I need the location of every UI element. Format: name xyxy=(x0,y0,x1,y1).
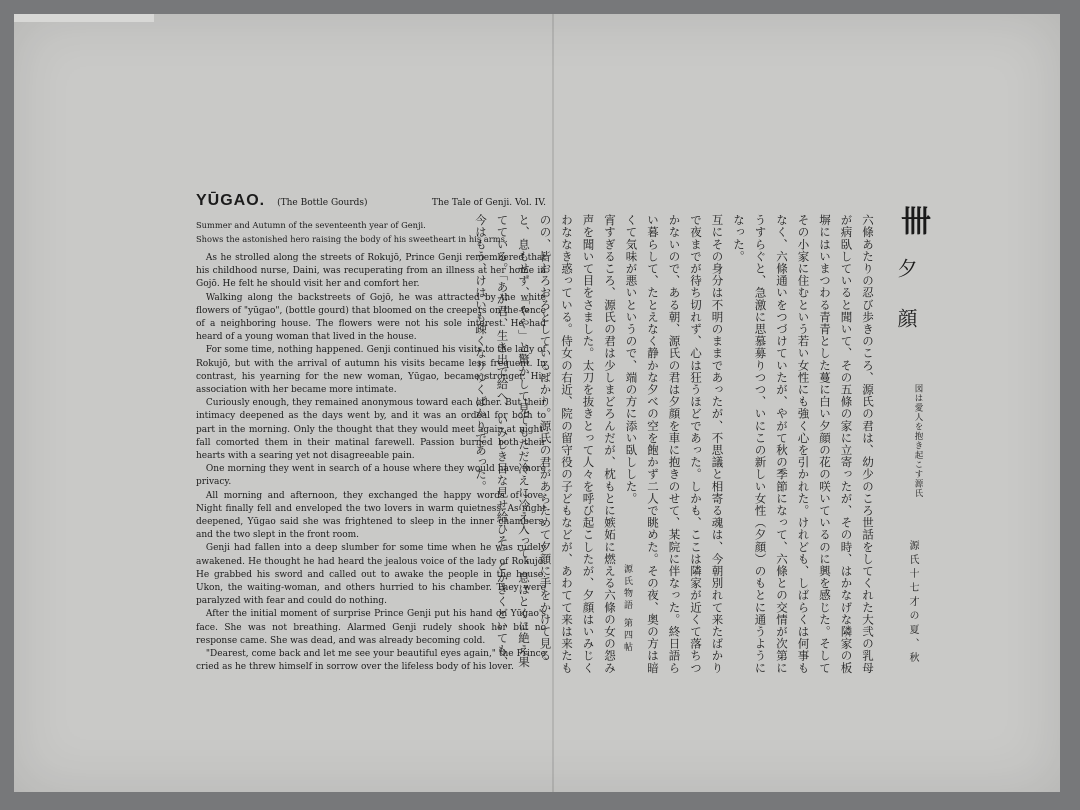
story-paragraph: Curiously enough, they remained anonymous toward each other. But their intimacy deepened as the days went by, and it was an ordeal for both to part in the morning. Only the thought that they would meet again at night-fall comorted them in their matinal farewell. Passion burned both their hearts with a searing yet not disagreeable pain. xyxy=(196,398,546,462)
caption-scene: Shows the astonished hero raising the body of his sweetheart in his arms. xyxy=(196,234,508,244)
story-paragraph: "Dearest, come back and let me see your beautiful eyes again," the Prince cried as he threw himself in sorrow over the lifeless body of his lover. xyxy=(196,649,546,673)
series-title: The Tale of Genji. Vol. IV. xyxy=(431,198,546,208)
japanese-paragraph: 六條あたりの忍び歩きのころ、源氏の君は、幼少のころ世話をしてくれた大弐の乳母が病臥していると聞いて、その五條の家に立寄ったが、その時、はかなげな隣家の板塀にはいまつわる青青とした蔓に白い夕顔の花の咲いているのに興を感じた。そしてその小家に住むという若い女性にも強く心を引かれた。けれども、しばらくは何事もなく、六條通いをつづけていたが、やがて秋の季節になって、六條との交情が次第にうすらぐと、急激に思慕募りつつ、いにこの新しい女性（夕顔）のもとに通うようになった。 xyxy=(732,214,875,674)
chapter-subtitle: (The Bottle Gourds) xyxy=(277,198,368,208)
japanese-title: 夕顔 xyxy=(894,258,918,358)
japanese-paragraph: 互にその身分は不明のままであったが、不思議と相寄る魂は、今朝別れて来たばかりで夜までが待ち切れず、心は狂うほどであった。しかも、ここは隣家が近くて落ちつかないので、ある朝、源氏の君は夕顔を車に抱きのせて、某院に伴なった。終日語らい暮らして、たとえなく静かな夕べの空を飽かず二人で眺めた。その夜、奥の方は暗くて気味が悪いというので、端の方に添い臥しした。 xyxy=(624,214,725,674)
english-header xyxy=(196,192,546,210)
japanese-source: 源氏物語 第四帖 xyxy=(622,564,632,654)
japanese-body xyxy=(474,214,878,674)
caption-season: Summer and Autumn of the seventeenth year of Genji. xyxy=(196,220,426,230)
story-paragraph: For some time, nothing happened. Genji continued his visits to the lady of Rokujō, but with the arrival of autumn his visits became less frequent. In contrast, his yearning for the new woman, Yūgao, became stronger. His association with her became more intimate. xyxy=(196,345,546,396)
chapter-title: YŪGAO. xyxy=(196,192,266,209)
japanese-caption: 図は愛人を抱き起こす源氏 xyxy=(913,384,923,498)
story-paragraph: All morning and afternoon, they exchanged the happy words of love. Night finally fell and enveloped the two lovers in warm quietness. As night deepened, Yūgao said she was frightened to sleep in the inner chambers, and the two slept in the front room. xyxy=(196,490,546,541)
japanese-logo: 卌 xyxy=(895,205,930,235)
torn-edge xyxy=(14,14,154,22)
story-paragraph: One morning they went in search of a house where they would have more privacy. xyxy=(196,464,546,488)
japanese-paragraph: 宵すぎるころ、源氏の君は少しまどろんだが、枕もとに嫉妬に燃える六條の女の怨み声を聞いて目をさました。太刀を抜きとって人々を呼び起こしたが、夕顔はいみじくわななき惑っている。侍女の右近、院の留守役の子どもなどが、あわてて来は来たものの、皆おろおろとしているばかり。源氏の君があらためて夕顔に手をかけて見ると、息もせず、「やや」と驚かして見てもただ冷えに冷え入って、息はとくに絶え果てている。「あが君、生き出で給へ、いみじき目な見せ給ひそ」とかきくどいても、今はもう、けはいも疎くなりゆくばかりであった。 xyxy=(474,214,617,674)
story-paragraph: As he strolled along the streets of Rokujō, Prince Genji remembered that his childhood nurse, Daini, was recuperating from an illness at her home in Gojō. He felt he should visit her and comfort her. xyxy=(196,253,546,290)
story-paragraph: Walking along the backstreets of Gojō, he was attracted by the white flowers of "yūgao", (bottle gourd) that bloomed on the creepers on the fence of a neighboring house. The flowers were not his sole interest. He had heard of a young woman that lived in the house. xyxy=(196,292,546,343)
story-paragraph: After the initial moment of surprise Prince Genji put his hand on Yūgao's face. She was not breathing. Alarmed Genji rudely shook her but no response came. She was dead, and was already becoming cold. xyxy=(196,609,546,646)
japanese-attribution: 源氏十七才の夏、秋 xyxy=(907,540,918,666)
story-paragraph: Genji had fallen into a deep slumber for some time when he was rudely awakened. He thought he had heard the jealous voice of the lady of Rokujō. He grabbed his sword and called out to awake the people in the house. Ukon, the waiting-woman, and others hurried to his chamber. They were paralyzed with fear and could do nothing. xyxy=(196,543,546,607)
